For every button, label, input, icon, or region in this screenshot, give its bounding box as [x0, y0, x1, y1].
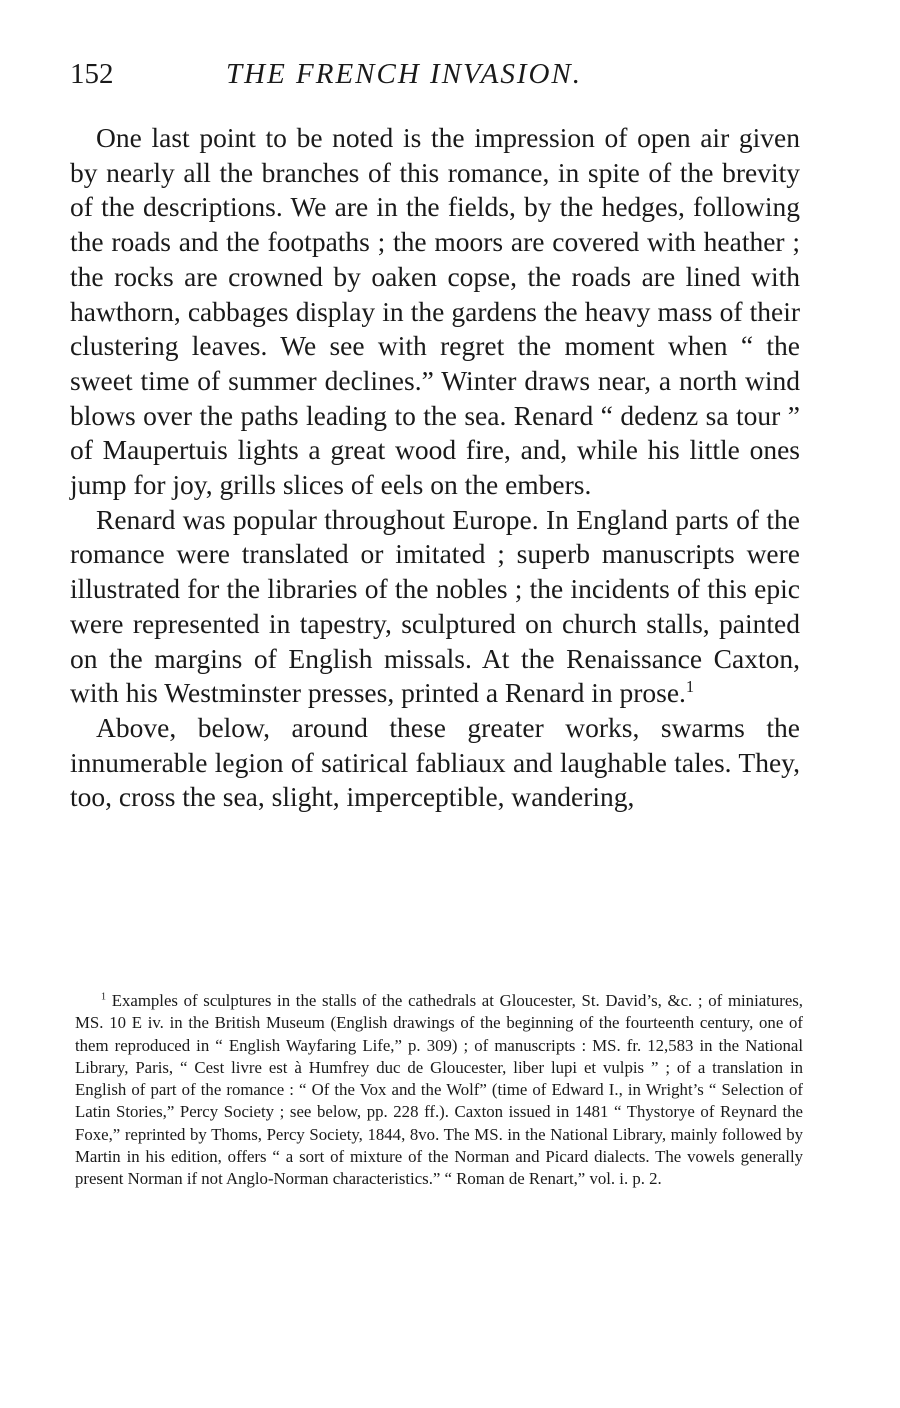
- running-title: THE FRENCH INVASION.: [226, 58, 583, 90]
- paragraph-renard-text: Renard was popular throughout Europe. In England parts of the romance were translated or imitated ; superb manuscripts were illustrated for the libraries of the nobles ; the incidents of this epic were represented in tapestry, sculptured on church stalls, painted on the margins of English missals. At the Renaissance Caxton, with his Westminster presses, printed a Renard in prose.: [70, 503, 800, 709]
- footnote-1: [75, 990, 803, 1191]
- page-number: 152: [70, 58, 114, 90]
- footnote-text: Examples of sculptures in the stalls of the cathedrals at Gloucester, St. David’s, &c. ; of miniatures, MS. 10 E iv. in the British Museum (English drawings of the beginning of the fourteenth century, one of them reproduced in “ English Wayfaring Life,” p. 309) ; of manuscripts : MS. fr. 12,583 in the National Library, Paris, “ Cest livre est à Humfrey duc de Gloucester, liber lupi et vulpis ” ; of a translation in English of part of the romance : “ Of the Vox and the Wolf” (time of Edward I., in Wright’s “ Selection of Latin Stories,” Percy Society ; see below, pp. 228 ff.). Caxton issued in 1481 “ Thystorye of Reynard the Foxe,” reprinted by Thoms, Percy Society, 1844, 8vo. The MS. in the National Library, mainly followed by Martin in his edition, offers “ a sort of mixture of the Norman and Picard dialects. The vowels generally present Norman if not Anglo-Norman characteristics.” “ Roman de Renart,” vol. i. p. 2.: [75, 991, 803, 1189]
- footnotes: [75, 990, 803, 1191]
- running-header: [70, 58, 830, 98]
- footnote-reference: 1: [685, 677, 695, 697]
- main-text: [70, 121, 800, 815]
- footnote-marker: 1: [101, 991, 107, 1003]
- paragraph-renard-europe: [70, 503, 800, 711]
- paragraph-fabliaux: Above, below, around these greater works, swarms the innumerable legion of satirical fabliaux and laughable tales. They, too, cross the sea, slight, imperceptible, wandering,: [70, 711, 800, 813]
- paragraph-open-air: One last point to be noted is the impression of open air given by nearly all the branches of this romance, in spite of the brevity of the descriptions. We are in the fields, by the hedges, following the roads and the footpaths ; the moors are covered with heather ; the rocks are crowned by oaken copse, the roads are lined with hawthorn, cabbages display in the gardens the heavy mass of their clustering leaves. We see with regret the moment when “ the sweet time of summer declines.” Winter draws near, a north wind blows over the paths leading to the sea. Renard “ dedenz sa tour ” of Maupertuis lights a great wood fire, and, while his little ones jump for joy, grills slices of eels on the embers.: [70, 122, 800, 501]
